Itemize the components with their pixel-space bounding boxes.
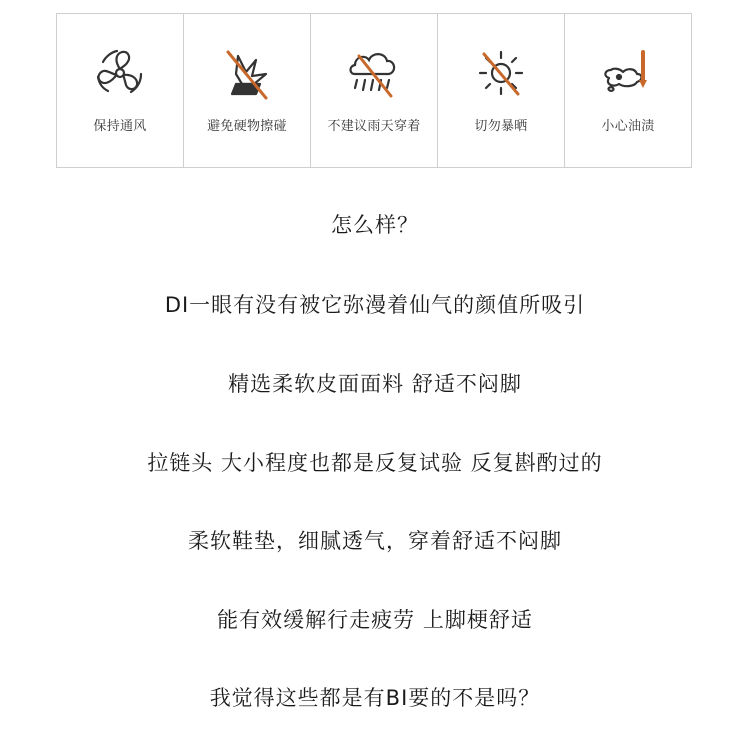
text-line: 拉链头 大小程度也都是反复试验 反复斟酌过的	[147, 451, 603, 475]
heading-line: 怎么样？	[331, 213, 419, 237]
care-label: 切勿暴晒	[474, 119, 528, 134]
care-instructions-panel	[56, 13, 692, 168]
oil-stain-icon	[597, 44, 659, 102]
fan-icon	[89, 44, 151, 102]
text-line: 能有效缓解行走疲劳 上脚梗舒适	[217, 608, 533, 632]
care-label: 保持通风	[93, 119, 147, 134]
care-label: 小心油渍	[601, 119, 655, 134]
text-line: 精选柔软皮面面料 舒适不闷脚	[228, 372, 522, 396]
care-item-avoid-scratch	[184, 14, 311, 167]
care-item-ventilation	[57, 14, 184, 167]
care-item-no-sun	[438, 14, 565, 167]
text-line: 柔软鞋垫，细腻透气，穿着舒适不闷脚	[188, 529, 562, 553]
care-label: 不建议雨天穿着	[327, 119, 421, 134]
text-line: 我觉得这些都是有BI要的不是吗？	[209, 686, 541, 710]
no-sun-icon	[470, 44, 532, 102]
care-item-oil-stain	[565, 14, 691, 167]
care-label: 避免硬物擦碰	[207, 119, 287, 134]
text-line: DI一眼有没有被它弥漫着仙气的颜值所吸引	[164, 293, 586, 317]
care-item-no-rain	[311, 14, 438, 167]
no-rain-icon	[343, 44, 405, 102]
no-hard-object-icon	[216, 44, 278, 102]
